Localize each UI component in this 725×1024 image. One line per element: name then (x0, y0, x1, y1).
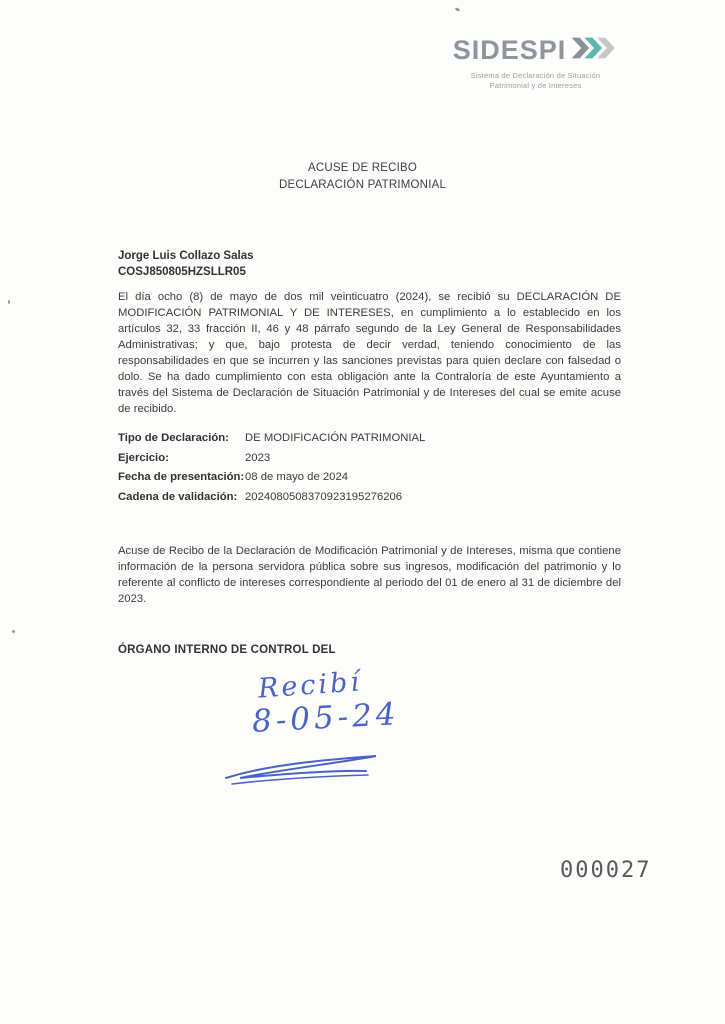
field-label: Cadena de validación: (118, 490, 238, 503)
closing-paragraph: Acuse de Recibo de la Declaración de Modificación Patrimonial y de Intereses, misma que contiene información de la persona servidora pública sobre sus ingresos, modificación del patrimonio y lo referente al conflicto de intereses correspondiente al periodo del 01 de enero al 31 de diciembre del 2023. (118, 545, 621, 606)
declarant-curp: COSJ850805HZSLLR05 (118, 265, 246, 278)
handwritten-date: 8-05-24 (251, 696, 401, 740)
body-paragraph: El día ocho (8) de mayo de dos mil veinticuatro (2024), se recibió su DECLARACIÓN DE MODIFICACIÓN PATRIMONIAL Y DE INTERESES, en cumplimiento a lo establecido en los artículos 32, 33 fracción II, 46 y 48 párrafo segundo de la Ley General de Responsabilidades Administrativas; y que, bajo protesta de decir verdad, teniendo conocimiento de las responsabilidades en que se incurren y las sanciones previstas para quien declare con falsedad o dolo. Se ha dado cumplimiento con esta obligación ante la Contraloría de este Ayuntamiento a través del Sistema de Declaración de Situación Patrimonial y de Intereses del cual se emite acuse de recibido. (118, 291, 621, 416)
field-value: 2023 (245, 451, 271, 464)
logo-tagline (448, 71, 623, 91)
field-value: 08 de mayo de 2024 (245, 471, 349, 484)
field-row-tipo (118, 432, 621, 446)
office-heading: ÓRGANO INTERNO DE CONTROL DEL (118, 644, 336, 656)
field-label: Ejercicio: (118, 451, 169, 464)
logo-tagline-line1: Sistema de Declaración de Situación (470, 71, 601, 80)
declarant-name: Jorge Luis Collazo Salas (118, 250, 254, 262)
handwritten-signature (218, 748, 388, 795)
title-line1: ACUSE DE RECIBO (307, 162, 418, 174)
field-row-cadena (118, 491, 621, 505)
folio-stamp: 000027 (560, 858, 652, 883)
declaration-fields (118, 432, 621, 510)
logo-tagline-line2: Patrimonial y de Intereses (489, 81, 582, 91)
field-value: DE MODIFICACIÓN PATRIMONIAL (245, 432, 426, 444)
logo-chevrons-icon (570, 34, 618, 67)
scan-speckle (12, 630, 15, 633)
field-label: Fecha de presentación: (118, 471, 245, 484)
field-label: Tipo de Declaración: (118, 432, 229, 444)
handwritten-recibi: Recibí (257, 666, 363, 705)
declarant-block (118, 249, 253, 280)
field-value: 2024080508370923195276206 (245, 490, 403, 503)
scan-speckle (8, 300, 10, 304)
document-title (0, 160, 725, 193)
sidespi-logo (448, 34, 623, 91)
scan-speckle (455, 7, 461, 12)
title-line2: DECLARACIÓN PATRIMONIAL (278, 178, 447, 191)
logo-wordmark: SIDESPI (452, 35, 567, 65)
field-row-fecha (118, 471, 621, 485)
field-row-ejercicio (118, 452, 621, 466)
